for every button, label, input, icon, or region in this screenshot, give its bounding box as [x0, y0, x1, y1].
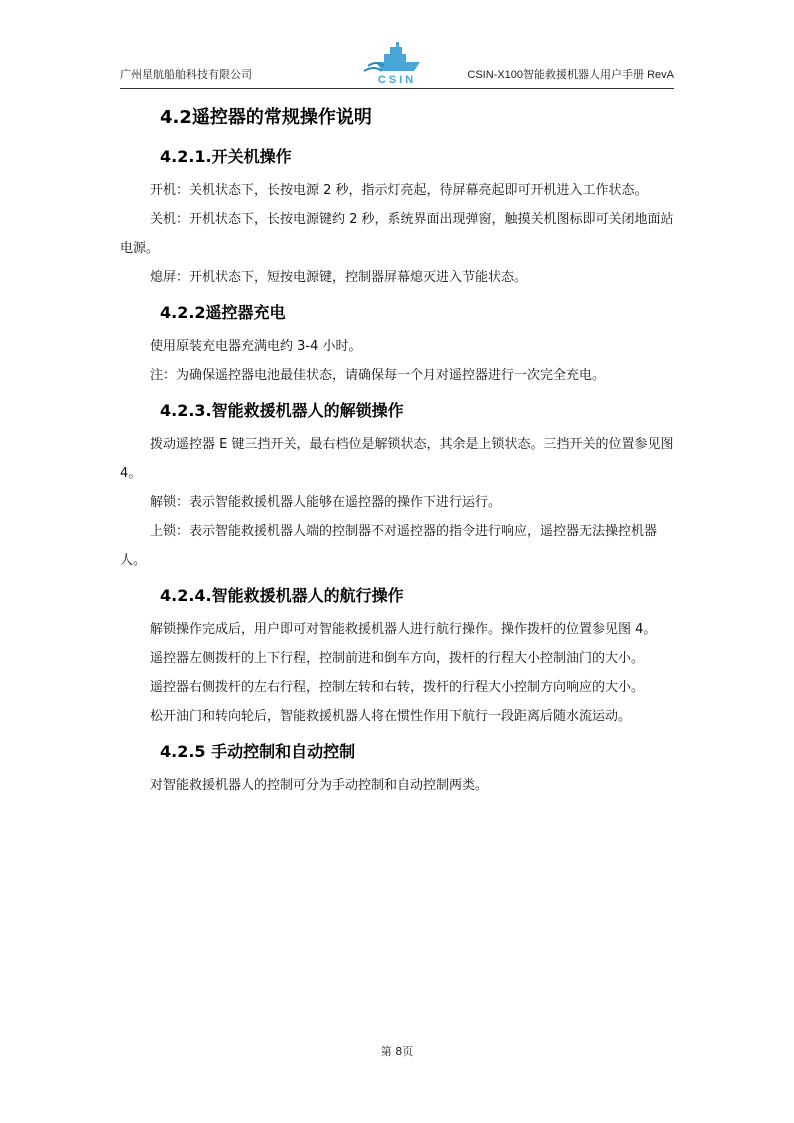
- section-title-4-2-2: 4.2.2遥控器充电: [160, 303, 286, 322]
- company-name: 广州星航船舶科技有限公司: [120, 68, 252, 81]
- paragraph-unlock-switch: 拨动遥控器 E 键三挡开关，最右档位是解锁状态，其余是上锁状态。三挡开关的位置参见图 4。: [120, 437, 674, 481]
- paragraph-power-off: 关机：开机状态下，长按电源键约 2 秒，系统界面出现弹窗，触摸关机图标即可关闭地面站电源。: [120, 212, 674, 256]
- manual-title: CSIN-X100智能救援机器人用户手册 RevA: [467, 69, 674, 81]
- section-title-4-2-1: 4.2.1.开关机操作: [160, 147, 292, 166]
- paragraph-charge-time: 使用原装充电器充满电约 3-4 小时。: [150, 339, 362, 354]
- paragraph-charge-note: 注：为确保遥控器电池最佳状态，请确保每一个月对遥控器进行一次完全充电。: [150, 368, 606, 383]
- section-title-4-2-5: 4.2.5 手动控制和自动控制: [160, 742, 356, 761]
- paragraph-screen-off: 熄屏：开机状态下，短按电源键，控制器屏幕熄灭进入节能状态。: [150, 270, 528, 285]
- paragraph-left-stick: 遥控器左侧拨杆的上下行程，控制前进和倒车方向，拨杆的行程大小控制油门的大小。: [150, 651, 645, 666]
- section-title-4-2: 4.2遥控器的常规操作说明: [160, 107, 372, 128]
- paragraph-power-on: 开机：关机状态下，长按电源 2 秒，指示灯亮起，待屏幕亮起即可开机进入工作状态。: [150, 183, 648, 198]
- csin-logo: [362, 40, 432, 90]
- page-content: [120, 100, 674, 800]
- page-header: [120, 40, 674, 94]
- page-number: 第 8页: [380, 1045, 414, 1058]
- paragraph-right-stick: 遥控器右侧拨杆的左右行程，控制左转和右转，拨杆的行程大小控制方向响应的大小。: [150, 680, 645, 695]
- paragraph-release: 松开油门和转向轮后，智能救援机器人将在惯性作用下航行一段距离后随水流运动。: [150, 709, 632, 724]
- header-rule: [120, 88, 674, 89]
- paragraph-lock: 上锁：表示智能救援机器人端的控制器不对遥控器的指令进行响应，遥控器无法操控机器人。: [120, 524, 658, 568]
- logo-text: CSIN: [377, 74, 417, 86]
- section-title-4-2-4: 4.2.4.智能救援机器人的航行操作: [160, 586, 404, 605]
- section-title-4-2-3: 4.2.3.智能救援机器人的解锁操作: [160, 401, 404, 420]
- paragraph-unlock: 解锁：表示智能救援机器人能够在遥控器的操作下进行运行。: [150, 495, 502, 510]
- ship-logo-icon: [362, 40, 432, 76]
- paragraph-navigation: 解锁操作完成后，用户即可对智能救援机器人进行航行操作。操作拨杆的位置参见图 4。: [150, 622, 657, 637]
- paragraph-control-modes: 对智能救援机器人的控制可分为手动控制和自动控制两类。: [150, 778, 489, 793]
